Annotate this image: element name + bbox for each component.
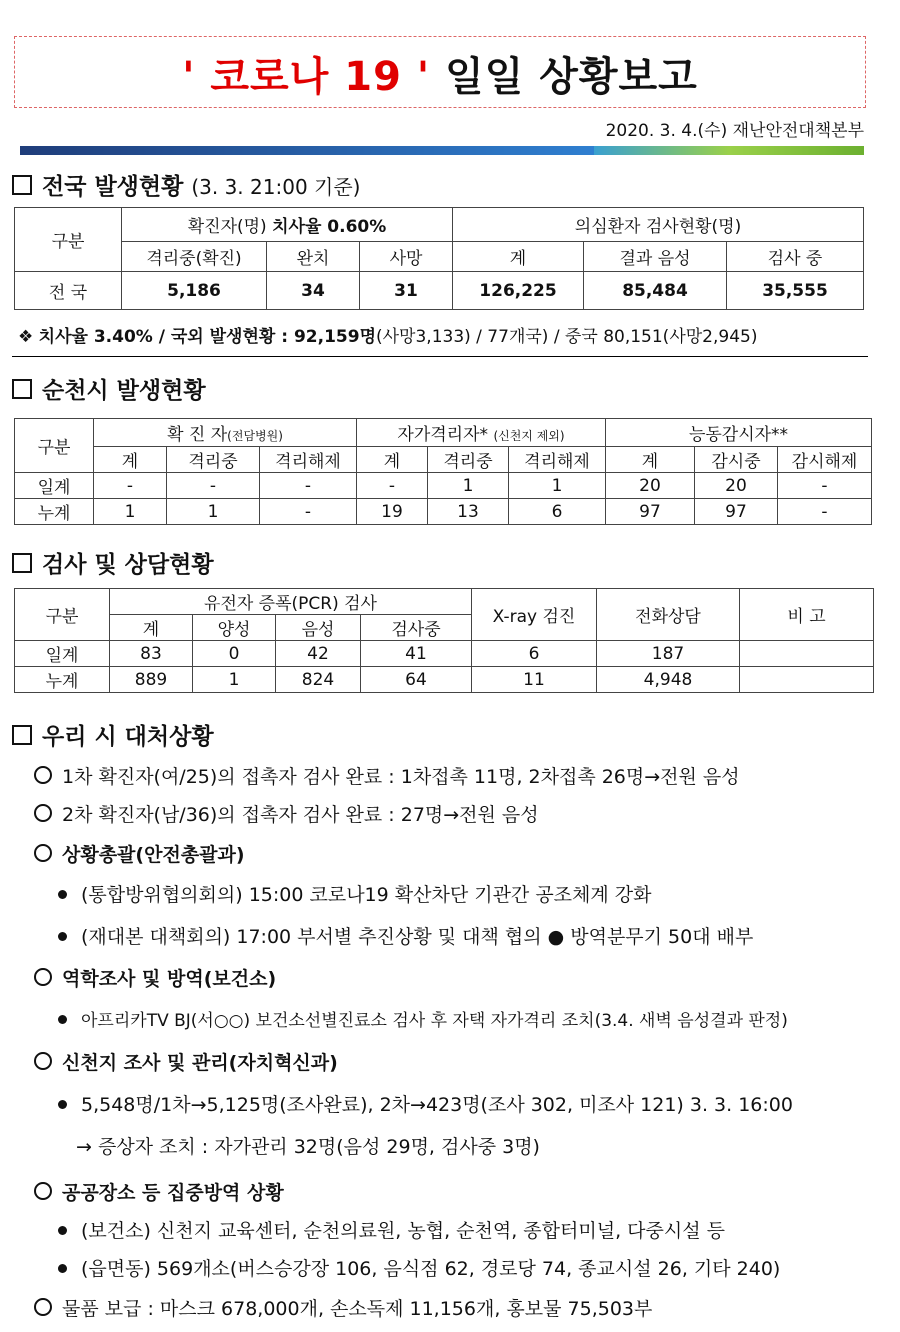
cell: 824 xyxy=(276,667,361,693)
list-item: 신천지 조사 및 관리(자치혁신과) xyxy=(34,1048,338,1075)
bullet-icon xyxy=(58,1015,67,1024)
cell: 6 xyxy=(472,641,597,667)
cell: 97 xyxy=(695,499,778,525)
col-isolated: 격리중(확진) xyxy=(122,242,267,272)
cell: 13 xyxy=(428,499,509,525)
sub-col: 격리해제 xyxy=(260,447,357,473)
gradient-divider xyxy=(20,146,864,155)
cell: - xyxy=(94,473,167,499)
divider xyxy=(12,356,868,357)
table-row xyxy=(15,473,872,499)
cell: 19 xyxy=(357,499,428,525)
cell: 1 xyxy=(167,499,260,525)
suspect-group: 의심환자 검사현황(명) xyxy=(453,208,864,242)
list-item: (읍면동) 569개소(버스승강장 106, 음식점 62, 경로당 74, 종교시설 26, 기타 240) xyxy=(58,1254,780,1281)
sub-col: 계 xyxy=(357,447,428,473)
cell: 11 xyxy=(472,667,597,693)
bullet-icon xyxy=(58,1100,67,1109)
cell: 31 xyxy=(360,272,453,310)
row-label: 일계 xyxy=(15,473,94,499)
remark-header: 비 고 xyxy=(740,589,874,641)
sub-col: 격리중 xyxy=(167,447,260,473)
cell: 97 xyxy=(606,499,695,525)
row-label: 전 국 xyxy=(15,272,122,310)
cell: 126,225 xyxy=(453,272,584,310)
sub-col: 계 xyxy=(94,447,167,473)
sub-col: 감시해제 xyxy=(778,447,872,473)
list-item: 역학조사 및 방역(보건소) xyxy=(34,964,276,991)
circle-icon xyxy=(34,1052,52,1070)
overseas-note xyxy=(18,322,757,347)
note-rate: 치사율 3.40% xyxy=(38,327,153,347)
col-testing: 검사 중 xyxy=(727,242,864,272)
sub-col: 격리중 xyxy=(428,447,509,473)
row-label: 일계 xyxy=(15,641,110,667)
note-total: 92,159명 xyxy=(293,327,376,347)
list-item: 2차 확진자(남/36)의 접촉자 검사 완료 : 27명→전원 음성 xyxy=(34,800,539,827)
cell: 5,186 xyxy=(122,272,267,310)
title-box xyxy=(14,36,866,108)
cell: 34 xyxy=(267,272,360,310)
report-title xyxy=(15,45,865,102)
col-group: 구분 xyxy=(15,419,94,473)
monitoring-group: 능동감시자** xyxy=(606,419,872,447)
date-line: 2020. 3. 4.(수) 재난안전대책본부 xyxy=(605,121,864,141)
cell: 42 xyxy=(276,641,361,667)
table-row xyxy=(15,499,872,525)
row-label: 누계 xyxy=(15,667,110,693)
fatality-rate: 치사율 0.60% xyxy=(272,217,387,237)
sub-col: 양성 xyxy=(193,615,276,641)
col-group: 구분 xyxy=(15,208,122,272)
cell: 1 xyxy=(193,667,276,693)
cell xyxy=(740,641,874,667)
list-item: 5,548명/1차→5,125명(조사완료), 2차→423명(조사 302, 미조사 121) 3. 3. 16:00 xyxy=(58,1090,793,1117)
selfquarantine-group: 자가격리자* (신천지 제외) xyxy=(357,419,606,447)
cell: 64 xyxy=(361,667,472,693)
col-deaths: 사망 xyxy=(360,242,453,272)
cell: - xyxy=(357,473,428,499)
bullet-icon xyxy=(58,1264,67,1273)
xray-header: X-ray 검진 xyxy=(472,589,597,641)
bullet-icon xyxy=(58,1226,67,1235)
sub-col: 계 xyxy=(606,447,695,473)
checkbox-icon xyxy=(12,553,32,573)
checkbox-icon xyxy=(12,379,32,399)
list-item: → 증상자 조치 : 자가관리 32명(음성 29명, 검사중 3명) xyxy=(76,1136,540,1158)
cell: 0 xyxy=(193,641,276,667)
circle-icon xyxy=(34,1182,52,1200)
list-item: (보건소) 신천지 교육센터, 순천의료원, 농협, 순천역, 종합터미널, 다중시설 등 xyxy=(58,1216,725,1243)
col-negative: 결과 음성 xyxy=(584,242,727,272)
sub-col: 음성 xyxy=(276,615,361,641)
title-red: ' 코로나 19 ' xyxy=(182,54,431,100)
col-total: 계 xyxy=(453,242,584,272)
cell: 83 xyxy=(110,641,193,667)
section-suncheon-heading: 순천시 발생현황 xyxy=(12,372,206,405)
title-black: 일일 상황보고 xyxy=(430,54,698,100)
list-item: (통합방위협의회의) 15:00 코로나19 확산차단 기관간 공조체계 강화 xyxy=(58,880,652,907)
table-row xyxy=(15,641,874,667)
checkbox-icon xyxy=(12,725,32,745)
cell: 41 xyxy=(361,641,472,667)
cell: - xyxy=(778,473,872,499)
testing-table xyxy=(14,588,874,693)
circle-icon xyxy=(34,1298,52,1316)
list-item: 1차 확진자(여/25)의 접촉자 검사 완료 : 1차접촉 11명, 2차접촉 26명→전원 음성 xyxy=(34,762,740,789)
sub-col: 검사중 xyxy=(361,615,472,641)
diamond-icon: ❖ xyxy=(18,327,34,347)
confirmed-group: 확 진 자(전담병원) xyxy=(94,419,357,447)
note-rest: (사망3,133) / 77개국) / 중국 80,151(사망2,945) xyxy=(376,327,758,347)
cell: 4,948 xyxy=(597,667,740,693)
pcr-group: 유전자 증폭(PCR) 검사 xyxy=(110,589,472,615)
bullet-icon xyxy=(58,932,67,941)
cell: 20 xyxy=(695,473,778,499)
cell xyxy=(740,667,874,693)
cell: 1 xyxy=(94,499,167,525)
cell: 85,484 xyxy=(584,272,727,310)
sub-col: 계 xyxy=(110,615,193,641)
section-response-heading: 우리 시 대처상황 xyxy=(12,718,214,751)
cell: - xyxy=(167,473,260,499)
note-mid: / 국외 발생현황 : xyxy=(152,327,294,347)
checkbox-icon xyxy=(12,175,32,195)
table-row xyxy=(15,667,874,693)
phone-header: 전화상담 xyxy=(597,589,740,641)
section-national-sub: (3. 3. 21:00 기준) xyxy=(191,175,361,199)
circle-icon xyxy=(34,804,52,822)
cell: 6 xyxy=(509,499,606,525)
suncheon-table xyxy=(14,418,872,525)
sub-col: 감시중 xyxy=(695,447,778,473)
sub-col: 격리해제 xyxy=(509,447,606,473)
col-recovered: 완치 xyxy=(267,242,360,272)
cell: 20 xyxy=(606,473,695,499)
cell: 35,555 xyxy=(727,272,864,310)
section-testing-heading: 검사 및 상담현황 xyxy=(12,546,214,579)
section-national-heading: 전국 발생현황 (3. 3. 21:00 기준) xyxy=(12,168,360,201)
national-table xyxy=(14,207,864,310)
cell: 187 xyxy=(597,641,740,667)
circle-icon xyxy=(34,766,52,784)
circle-icon xyxy=(34,968,52,986)
col-group: 구분 xyxy=(15,589,110,641)
cell: - xyxy=(260,499,357,525)
list-item: 물품 보급 : 마스크 678,000개, 손소독제 11,156개, 홍보물 75,503부 xyxy=(34,1294,652,1321)
list-item: 아프리카TV BJ(서○○) 보건소선별진료소 검사 후 자택 자가격리 조치(3.4. 새벽 음성결과 판정) xyxy=(58,1006,788,1031)
cell: 1 xyxy=(428,473,509,499)
confirmed-group: 확진자(명) 치사율 0.60% xyxy=(122,208,453,242)
cell: 1 xyxy=(509,473,606,499)
bullet-icon xyxy=(58,890,67,899)
list-item: (재대본 대책회의) 17:00 부서별 추진상황 및 대책 협의 ● 방역분무기 50대 배부 xyxy=(58,922,753,949)
cell: - xyxy=(260,473,357,499)
row-label: 누계 xyxy=(15,499,94,525)
list-item: 공공장소 등 집중방역 상황 xyxy=(34,1178,284,1205)
circle-icon xyxy=(34,844,52,862)
cell: - xyxy=(778,499,872,525)
cell: 889 xyxy=(110,667,193,693)
list-item: 상황총괄(안전총괄과) xyxy=(34,840,245,867)
